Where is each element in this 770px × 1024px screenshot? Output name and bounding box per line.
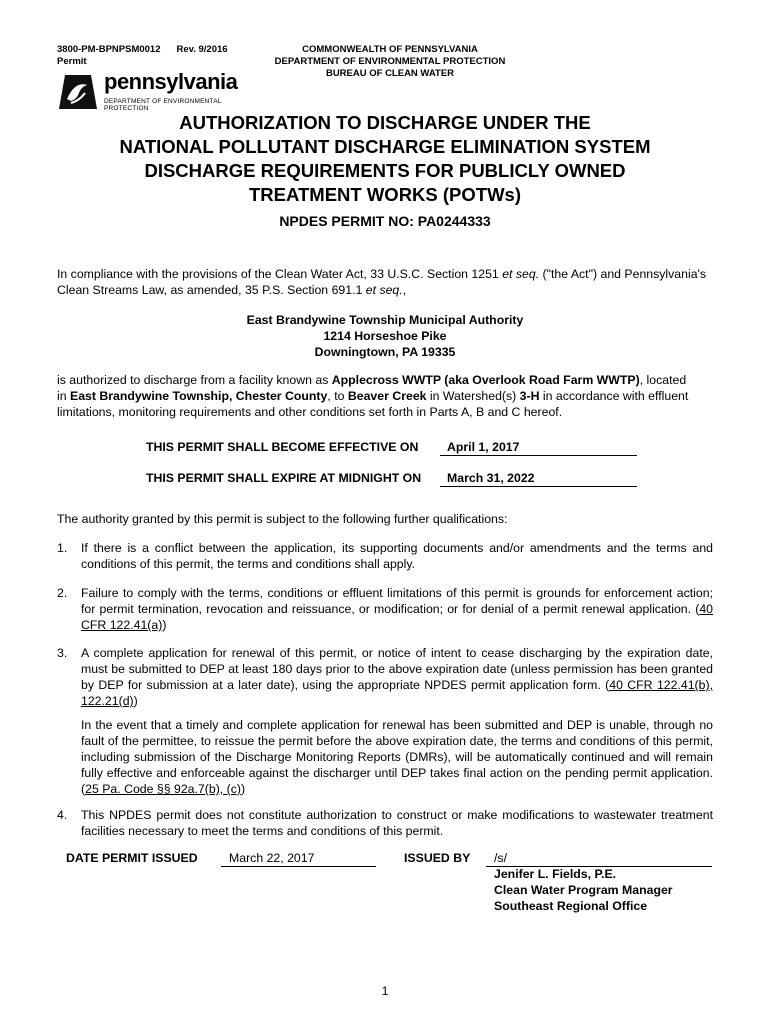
auth-text: , located xyxy=(639,373,687,387)
auth-text: in Watershed(s) xyxy=(426,389,520,403)
signer-title: Clean Water Program Manager xyxy=(494,883,673,897)
compliance-text: , xyxy=(402,283,407,297)
qualification-item: If there is a conflict between the application, its supporting documents and/or amendments and the terms and conditions of this permit, the terms and conditions shall apply. xyxy=(81,541,713,571)
signer-name: Jenifer L. Fields, P.E. xyxy=(494,867,617,881)
item-number: 1. xyxy=(57,541,68,555)
item-number: 4. xyxy=(57,808,68,822)
form-id: 3800-PM-BPNPSM0012 xyxy=(57,44,161,55)
keystone-icon xyxy=(57,71,99,113)
qualification-item: This NPDES permit does not constitute authorization to construct or make modifications to wastewater treatment facilities necessary to meet the terms and conditions of this permit. xyxy=(81,808,713,838)
item-number: 2. xyxy=(57,586,68,600)
township-name: East Brandywine Township, Chester County xyxy=(70,389,328,403)
date-issued-label: DATE PERMIT ISSUED xyxy=(66,851,198,865)
item-text: Failure to comply with the terms, conditions or effluent limitations of this permit is grounds for enforcement action; for permit termination, revocation and reissuance, or modification; or for denial of a permit renewal application. ( xyxy=(81,586,713,616)
effective-date-value: April 1, 2017 xyxy=(440,440,637,456)
item-text: ) xyxy=(162,618,167,632)
document-title xyxy=(60,111,710,207)
date-issued-value: March 22, 2017 xyxy=(221,851,376,867)
compliance-paragraph xyxy=(57,266,713,298)
effective-date-label: THIS PERMIT SHALL BECOME EFFECTIVE ON xyxy=(146,440,419,454)
title-line-4: TREATMENT WORKS (POTWs) xyxy=(249,184,521,205)
permittee-city: Downingtown, PA 19335 xyxy=(314,345,456,359)
item-text: In the event that a timely and complete application for renewal has been submitted and DEP is unable, through no fault of the permittee, to reissue the permit before the above expiration date, the terms and conditions of this permit, including submission of the Discharge Monitoring Reports (DMRs), will be automatically continued and will remain fully effective and enforceable against the discharger until DEP takes final action on the pending permit application. ( xyxy=(81,718,713,796)
permit-number: NPDES PERMIT NO: PA0244333 xyxy=(279,213,491,229)
form-type: Permit xyxy=(57,56,87,67)
agency-header xyxy=(255,44,525,80)
compliance-text: Clean Streams Law, as amended, 35 P.S. Section 691.1 xyxy=(57,283,366,297)
agency-line-2: DEPARTMENT OF ENVIRONMENTAL PROTECTION xyxy=(274,56,506,67)
expiration-date-label: THIS PERMIT SHALL EXPIRE AT MIDNIGHT ON xyxy=(146,471,422,485)
permittee-block xyxy=(60,312,710,360)
form-revision: Rev. 9/2016 xyxy=(176,44,228,55)
facility-name: Applecross WWTP (aka Overlook Road Farm WWTP) xyxy=(331,373,640,387)
page-number: 1 xyxy=(381,984,389,998)
form-header-left xyxy=(57,44,228,68)
signer-block xyxy=(494,866,673,914)
agency-line-1: COMMONWEALTH OF PENNSYLVANIA xyxy=(302,44,478,55)
title-line-2: NATIONAL POLLUTANT DISCHARGE ELIMINATION SYSTEM xyxy=(119,136,651,157)
compliance-italic: et seq. xyxy=(365,283,403,297)
item-text: A complete application for renewal of this permit, or notice of intent to cease discharging by the expiration date, must be submitted to DEP at least 180 days prior to the above expiration date (unless permission has been granted by DEP for submission at a later date), using the appropriate NPDES permit application form. ( xyxy=(81,646,713,692)
item-number: 3. xyxy=(57,646,68,660)
cfr-citation-link[interactable]: 40 CFR 122.41(a) xyxy=(81,602,713,632)
auth-text: in xyxy=(57,389,70,403)
permittee-name: East Brandywine Township Municipal Authority xyxy=(246,313,524,327)
compliance-italic: et seq. xyxy=(502,267,540,281)
auth-text: limitations, monitoring requirements and other conditions set forth in Parts A, B and C hereof. xyxy=(57,405,563,419)
pa-dep-logo xyxy=(57,69,257,113)
item-text: ) xyxy=(240,782,246,796)
expiration-date-value: March 31, 2022 xyxy=(440,471,637,487)
issued-by-signature: /s/ xyxy=(486,851,712,867)
issued-by-label: ISSUED BY xyxy=(404,851,471,865)
title-line-3: DISCHARGE REQUIREMENTS FOR PUBLICLY OWNED xyxy=(144,160,626,181)
item-text: ) xyxy=(133,694,138,708)
logo-subtitle: DEPARTMENT OF ENVIRONMENTAL PROTECTION xyxy=(104,98,222,112)
signer-office: Southeast Regional Office xyxy=(494,899,648,913)
logo-wordmark: pennsylvania xyxy=(104,69,238,94)
compliance-text: ("the Act") and Pennsylvania's xyxy=(539,267,707,281)
permittee-address: 1214 Horseshoe Pike xyxy=(323,329,447,343)
authorization-paragraph xyxy=(57,372,713,420)
cfr-citation-link[interactable]: 40 CFR 122.41(b), 122.21(d) xyxy=(81,678,714,708)
auth-text: , to xyxy=(327,389,348,403)
watershed-id: 3-H xyxy=(519,389,540,403)
receiving-stream: Beaver Creek xyxy=(347,389,427,403)
title-line-1: AUTHORIZATION TO DISCHARGE UNDER THE xyxy=(179,112,591,133)
compliance-text: In compliance with the provisions of the Clean Water Act, 33 U.S.C. Section 1251 xyxy=(57,267,503,281)
qualification-item xyxy=(81,585,713,633)
qualification-item-continued xyxy=(81,717,713,797)
qualifications-intro: The authority granted by this permit is subject to the following further qualifications: xyxy=(57,512,508,526)
pa-code-citation-link[interactable]: 25 Pa. Code §§ 92a.7(b), (c) xyxy=(85,782,241,796)
agency-line-3: BUREAU OF CLEAN WATER xyxy=(325,68,455,79)
auth-text: in accordance with effluent xyxy=(539,389,689,403)
qualification-item xyxy=(81,645,713,709)
auth-text: is authorized to discharge from a facility known as xyxy=(57,373,332,387)
